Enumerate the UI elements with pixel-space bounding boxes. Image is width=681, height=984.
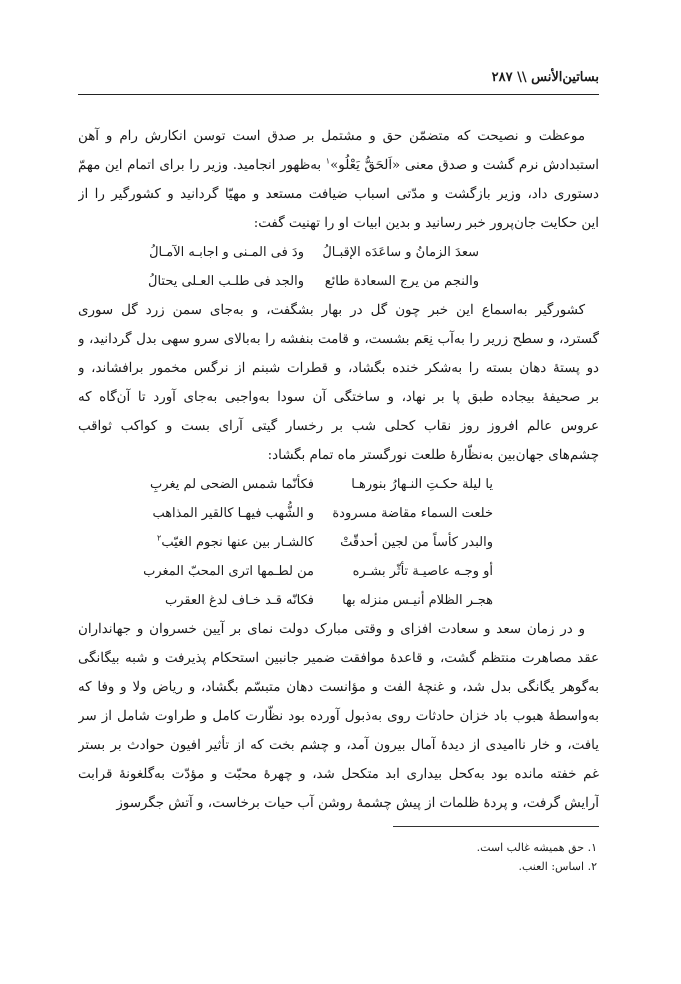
footnotes <box>78 838 599 876</box>
running-header <box>78 68 599 95</box>
verse-hemistich-right: أو وجـه عاصیـة تأثّر بشـره <box>352 564 493 579</box>
footnote-divider <box>393 826 599 827</box>
main-text <box>78 122 599 818</box>
verse-hemistich-right: خلعت السماء مقاضة مسرودة <box>332 506 493 521</box>
verse-hemistich-right: سعدَ الزمانُ و ساعَدَه الإقبـالُ <box>322 245 479 260</box>
text-line: گسترد، و سطح زریر را به‌آب نِعَم بشست، و قامت بنفشه را به‌بالای سرو سهی بدل گردانید، و <box>78 332 599 347</box>
paragraph-2 <box>78 296 599 470</box>
footnote-marker: ۱ <box>325 156 331 166</box>
verse-hemistich-right: یا لیلة حکـتِ النـهارُ بنورهـا <box>351 477 493 492</box>
verse-line <box>78 528 599 557</box>
verse-hemistich-left: و الشُّهب فیهـا کالقیر المذاهب <box>152 506 314 521</box>
text-line: بر صحیفهٔ بیجاده طبق پا بر نهاد، و ساختگی آن سودا به‌واجبی به‌جای آورد تا آن‌گاه که <box>78 390 599 405</box>
verse-line <box>78 238 599 267</box>
text-line: عقد مصاهرت منتظم گشت، و قاعدهٔ موافقت ضمیر جانبین استحکام پذیرفت و شبه بیگانگی <box>78 651 599 666</box>
verse-text: کالشـار بین عنها نجوم الغیّب <box>161 535 314 550</box>
text-line: و در زمان سعد و سعادت افزای و وقتی مبارک دولت نمای بر آیین خسروان و جهانداران <box>78 622 585 637</box>
verse-hemistich-right: والنجم من یرج السعادة طائع <box>324 274 479 289</box>
paragraph-1 <box>78 122 599 238</box>
verse-hemistich-right: هجـر الظلام أنیـس منزله بها <box>342 593 493 608</box>
text-line: کشورگیر به‌اسماع این خبر چون گل در بهار بشگفت، و به‌جای سمن زرد گل سوری <box>78 303 585 318</box>
footnote: ۲. اساس: العنب. <box>518 860 597 873</box>
footnote-marker: ۲ <box>157 533 162 543</box>
verse-hemistich-left: فکانّه قـد خـاف لدغ العقرب <box>165 593 314 608</box>
verse-line <box>78 470 599 499</box>
text-line: غم خفته مانده بود به‌کحل بیداری ابد متکحل شد، و چهرهٔ محبّت و مؤدّت به‌گلغونهٔ قرابت <box>78 767 599 782</box>
text-line: چشم‌های جهان‌بین به‌نظّارهٔ طلعت نورگستر ماه تمام بگشاد: <box>267 448 599 463</box>
text-segment: به‌ظهور انجامید. وزیر را برای اتمام این مهمّ <box>78 158 326 173</box>
verse-line <box>78 586 599 615</box>
text-line: آرایش گرفت، و پردهٔ ظلمات از پیش چشمهٔ روشن آب حیات برخاست، و آتش جگرسوز <box>116 796 599 811</box>
verse-hemistich-left: والجد فی طلـب العـلی یحتالُ <box>148 274 304 289</box>
verse-hemistich-left <box>132 528 314 557</box>
running-title: بساتین‌الأنس \\ ۲۸۷ <box>491 70 599 85</box>
verse-line <box>78 557 599 586</box>
text-line: دو پستهٔ دهان بسته را به‌شکر خنده بگشاد، و قطرات شبنم از نرگس مخمور برافشاند، و <box>78 361 599 376</box>
text-line: موعظت و نصیحت که متضمّن حق و مشتمل بر صدق است توسن انکارش رام و آهن <box>78 129 585 144</box>
verse-hemistich-left: من لطـمها اتری المحبّ المغرب <box>143 564 314 579</box>
text-line: عروس عالم افروز روز نقاب کحلی شب بر رخسار گیتی آرای بست و کواکب ثواقب <box>78 419 599 434</box>
poem-2 <box>78 470 599 615</box>
text-line <box>78 151 599 180</box>
verse-hemistich-left: ودَ فی المـنی و اجابـه الآمـالُ <box>149 245 304 260</box>
text-line: دستوری داد، وزیر بازگشت و مدّتی اسباب ضیافت مستعد و مهیّا گردانید و کشورگیر را از <box>78 187 599 202</box>
text-line: به‌گوهر یگانگی بدل شد، و غنچهٔ الفت و مؤانست دهان متبسّم بگشاد، و ریاض ولا و وفا که <box>78 680 599 695</box>
text-line: یافت، و خار ناامیدی از دیدهٔ آمال بیرون آمد، و چشم بخت که از تأثیر افیون حوادث بر بستر <box>78 738 599 753</box>
verse-line <box>78 499 599 528</box>
text-line: به‌واسطهٔ هبوب باد خزان حادثات روی به‌ذبول آورده بود نظّارت کامل و طراوت شامل از سر <box>78 709 599 724</box>
footnote: ۱. حق همیشه غالب است. <box>476 841 597 854</box>
verse-hemistich-right: والبدر کأساً من لجین أحدقّتْ <box>340 535 493 550</box>
verse-hemistich-left: فکأنّما شمس الضحی لم یغربِ <box>150 477 314 492</box>
verse-line <box>78 267 599 296</box>
text-line: این حکایت جان‌پرور خبر رسانید و بدین ابیات او را تهنیت گفت: <box>253 216 599 231</box>
text-segment: استبدادش نرم گشت و صدق معنی «اَلحَقُّ یَعْلُو» <box>330 158 599 173</box>
paragraph-3 <box>78 615 599 818</box>
poem-1 <box>78 238 599 296</box>
